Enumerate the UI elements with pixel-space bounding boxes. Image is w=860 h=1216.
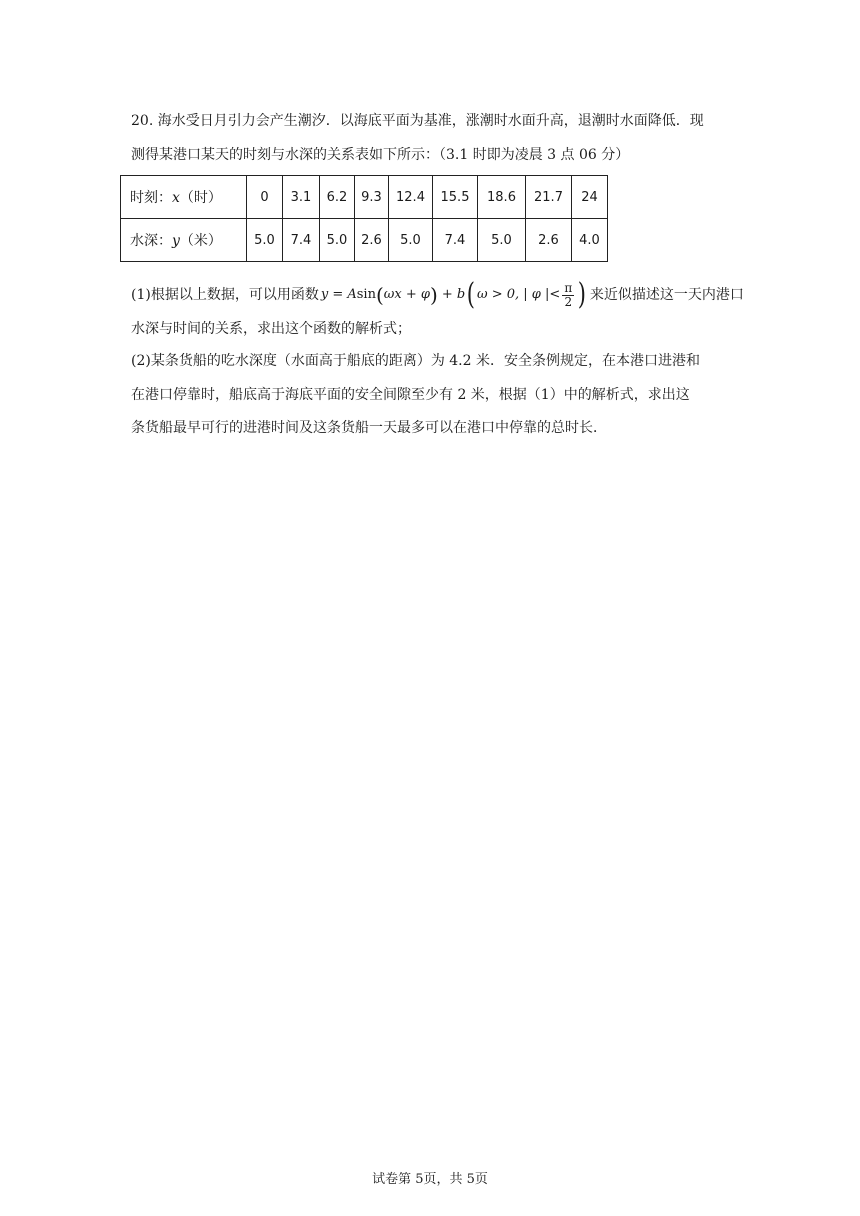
table-cell: 2.6 (526, 219, 572, 262)
table-cell: 18.6 (478, 176, 526, 219)
table-cell: 9.3 (355, 176, 389, 219)
function-formula: y = A sin ( ωx + φ ) + b ( ω > 0, | φ |< $\frac{\pi}{2}$ ) (320, 277, 587, 312)
question-1-suffix: 来近似描述这一天内港口 (589, 287, 744, 303)
table-cell: 2.6 (355, 219, 389, 262)
table-cell: 6.2 (320, 176, 355, 219)
table-cell: 3.1 (283, 176, 320, 219)
table-cell: 7.4 (283, 219, 320, 262)
table-cell: 4.0 (572, 219, 608, 262)
condition: ω > 0, | φ |< (476, 287, 561, 302)
question-1-line-2: 水深与时间的关系，求出这个函数的解析式； (131, 321, 411, 337)
table-cell: 24 (572, 176, 608, 219)
table-cell: 5.0 (247, 219, 283, 262)
table-cell: 5.0 (389, 219, 433, 262)
row-header-time: 时刻：x（时） (121, 176, 247, 219)
table-cell: 21.7 (526, 176, 572, 219)
table-row-depth (121, 219, 608, 262)
question-2-line-2: 在港口停靠时，船底高于海底平面的安全间隙至少有 2 米，根据（1）中的解析式，求出这 (131, 387, 690, 403)
table-row-time (121, 176, 608, 219)
question-2-line-3: 条货船最早可行的进港时间及这条货船一天最多可以在港口中停靠的总时长． (131, 420, 607, 436)
tide-table (120, 175, 608, 262)
page-footer: 试卷第 5页，共 5页 (372, 1172, 488, 1187)
table-cell: 0 (247, 176, 283, 219)
question-1-line-1 (131, 277, 744, 312)
question-1-prefix: (1)根据以上数据，可以用函数 (131, 287, 319, 303)
table-cell: 5.0 (320, 219, 355, 262)
table-cell: 15.5 (433, 176, 478, 219)
table-cell: 12.4 (389, 176, 433, 219)
table-cell: 7.4 (433, 219, 478, 262)
row-header-depth: 水深：y（米） (121, 219, 247, 262)
problem-line-2: 测得某港口某天的时刻与水深的关系表如下所示：（3.1 时即为凌晨 3 点 06 分） (131, 147, 630, 163)
pi-over-2-fraction: $\frac{\pi}{2}$ (564, 280, 573, 309)
problem-line-1: 20. 海水受日月引力会产生潮汐．以海底平面为基准，涨潮时水面升高，退潮时水面降低．现 (131, 113, 704, 129)
question-2-line-1: (2)某条货船的吃水深度（水面高于船底的距离）为 4.2 米．安全条例规定，在本港口进港和 (131, 353, 700, 369)
table-cell: 5.0 (478, 219, 526, 262)
